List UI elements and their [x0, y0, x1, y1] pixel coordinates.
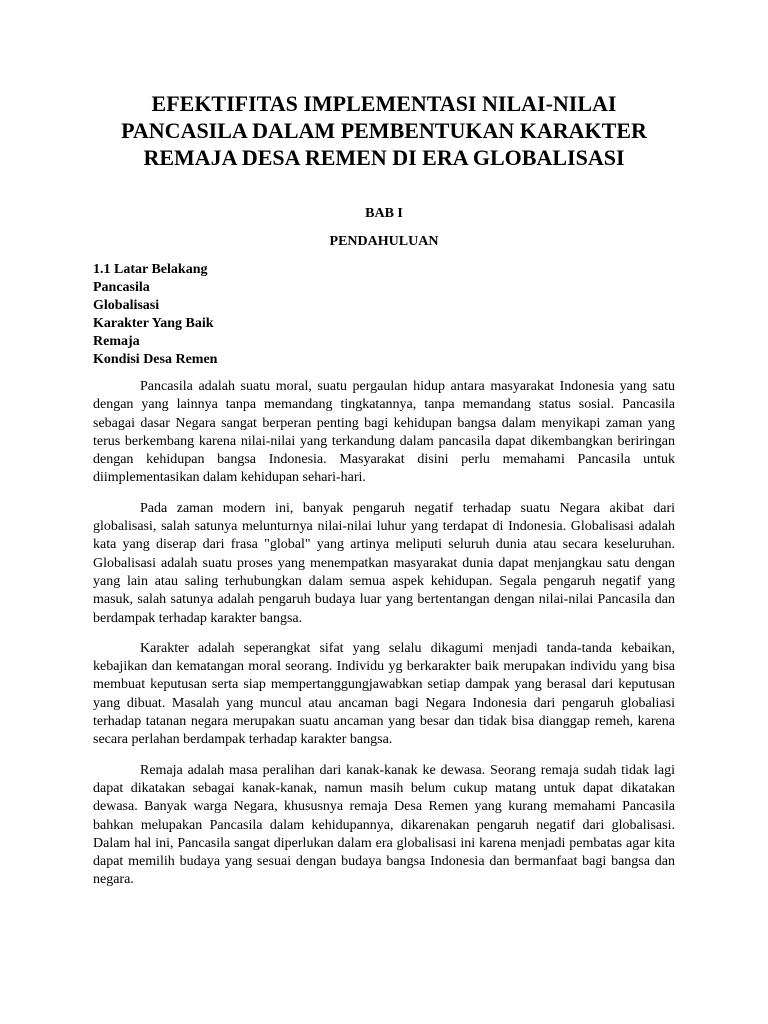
outline-item: Globalisasi — [93, 298, 160, 313]
outline-item: 1.1 Latar Belakang — [93, 262, 208, 277]
chapter-number: BAB I — [365, 206, 403, 221]
outline-item: Remaja — [93, 334, 140, 349]
document-title — [60, 90, 708, 171]
outline-item: Kondisi Desa Remen — [93, 352, 218, 367]
outline-item: Pancasila — [93, 280, 150, 295]
outline-item: Karakter Yang Baik — [93, 316, 214, 331]
paragraph: Remaja adalah masa peralihan dari kanak-kanak ke dewasa. Seorang remaja sudah tidak lagi dapat dikatakan sebagai kanak-kanak, namun masih belum cukup matang untuk dapat dikatakan dewasa. Banyak warga Negara, khususnya remaja Desa Remen yang kurang memahami Pancasila bahkan melupakan Pancasila dalam kehidupannya, dikarenakan pengaruh negatif dari globalisasi. Dalam hal ini, Pancasila sangat diperlukan dalam era globalisasi ini karena menjadi pembatas agar kita dapat memilih budaya yang sesuai dengan budaya bangsa Indonesia dan bermanfaat bagi bangsa dan negara. — [93, 762, 675, 888]
title-line: EFEKTIFITAS IMPLEMENTASI NILAI-NILAI — [151, 91, 617, 116]
paragraph: Karakter adalah seperangkat sifat yang selalu dikagumi menjadi tanda-tanda kebaikan, kebajikan dan kematangan moral seorang. Individu yg berkarakter baik merupakan individu yang bisa membuat keputusan serta siap mempertanggungjawabkan setiap dampak yang berasal dari keputusan yang dibuat. Masalah yang muncul atau ancaman bagi Negara Indonesia dari pengaruh globaliasi terhadap tatanan negara merupakan suatu ancaman yang besar dan tidak bisa dianggap remeh, karena secara perlahan berdampak terhadap karakter bangsa. — [93, 640, 675, 748]
title-line: REMAJA DESA REMEN DI ERA GLOBALISASI — [143, 145, 625, 170]
chapter-title: PENDAHULUAN — [329, 234, 439, 249]
body-text — [93, 378, 675, 902]
section-outline — [93, 261, 217, 369]
paragraph: Pancasila adalah suatu moral, suatu pergaulan hidup antara masyarakat Indonesia yang satu dengan yang lainnya tanpa memandang tingkatannya, tanpa memandang status sosial. Pancasila sebagai dasar Negara sangat berperan penting bagi kehidupan bangsa dalam menyikapi zaman yang terus berkembang karena nilai-nilai yang terkandung dalam pancasila dapat dikembangkan beriringan dengan kehidupan bangsa Indonesia. Masyarakat disini perlu memahami Pancasila untuk diimplementasikan dalam kehidupan sehari-hari. — [93, 379, 675, 486]
paragraph: Pada zaman modern ini, banyak pengaruh negatif terhadap suatu Negara akibat dari globalisasi, salah satunya melunturnya nilai-nilai luhur yang terdapat di Indonesia. Globalisasi adalah kata yang diserap dari frasa "global" yang artinya meliputi seluruh dunia atau secara keseluruhan. Globalisasi adalah suatu proses yang menempatkan masyarakat dunia dapat menjangkau satu dengan yang lain atau saling terhubungkan dalam semua aspek kehidupan. Segala pengaruh negatif yang masuk, salah satunya adalah pengaruh budaya luar yang bertentangan dengan nilai-nilai Pancasila dan berdampak terhadap karakter bangsa. — [93, 500, 675, 626]
title-line: PANCASILA DALAM PEMBENTUKAN KARAKTER — [121, 118, 647, 143]
